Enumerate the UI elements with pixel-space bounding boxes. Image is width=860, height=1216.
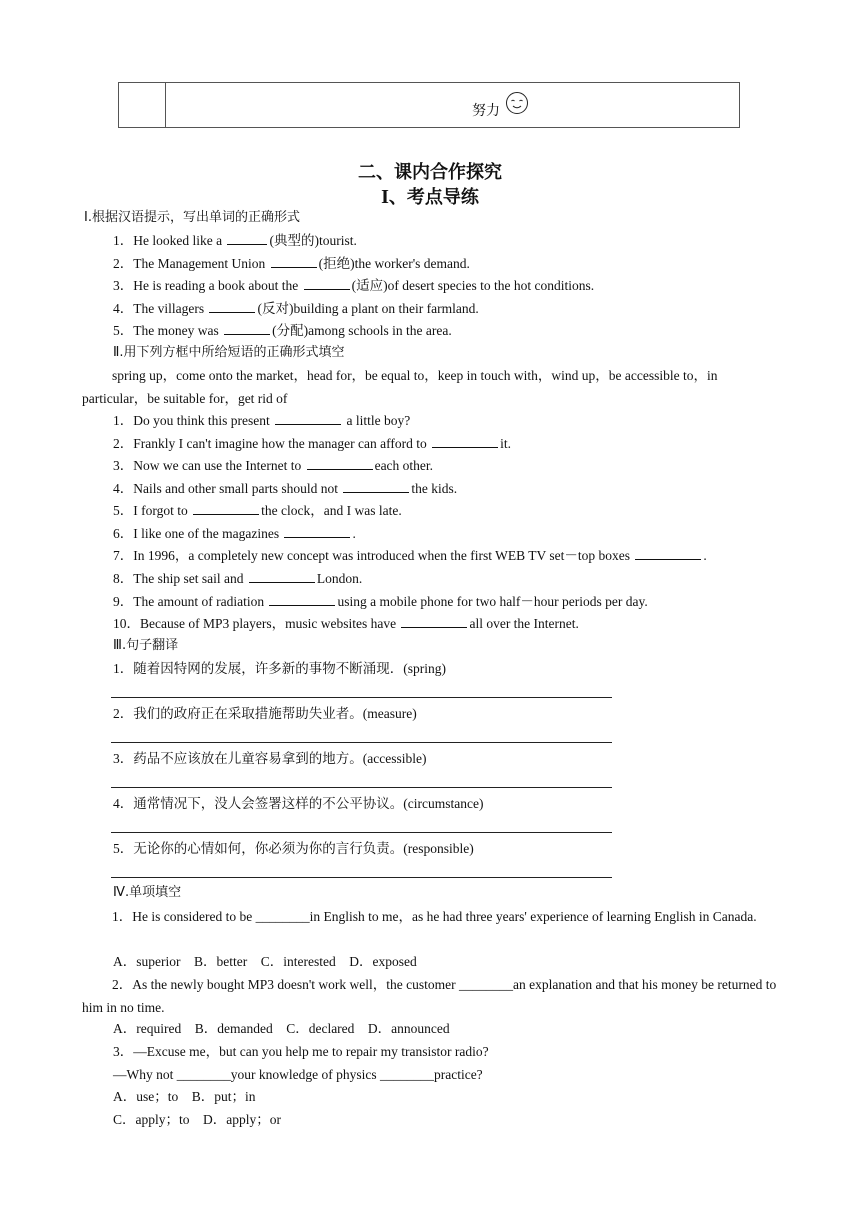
item-number: 3． xyxy=(113,458,134,473)
item-number: 1． xyxy=(113,413,134,428)
sec2-item: 1．Do you think this present a little boy? xyxy=(113,413,411,428)
sec2-item: 6．I like one of the magazines . xyxy=(113,526,356,541)
hint: (典型的) xyxy=(269,233,319,248)
sec2-item: 10．Because of MP3 players，music websites have all over the Internet. xyxy=(113,616,579,631)
sec2-title: Ⅱ.用下列方框中所给短语的正确形式填空 xyxy=(113,345,345,360)
hint: (拒绝) xyxy=(318,256,355,271)
answer-blank[interactable] xyxy=(209,300,255,313)
hint: (反对) xyxy=(257,301,294,316)
answer-blank[interactable] xyxy=(227,232,267,245)
sec2-item: 3．Now we can use the Internet to each other. xyxy=(113,458,434,473)
sec1-item: 5．The money was (分配)among schools in the area. xyxy=(113,323,452,338)
sec2-item: 2．Frankly I can't imagine how the manager can afford to it. xyxy=(113,436,511,451)
answer-blank[interactable] xyxy=(284,525,350,538)
sec2-item: 8．The ship set sail and London. xyxy=(113,571,363,586)
sec4-title: Ⅳ.单项填空 xyxy=(113,885,182,900)
sec1-item: 1．He looked like a (典型的)tourist. xyxy=(113,233,357,248)
table-cell-motto xyxy=(166,83,739,127)
answer-blank[interactable] xyxy=(271,255,317,268)
translation-item: 5．无论你的心情如何，你必须为你的言行负责。(responsible) xyxy=(113,841,474,856)
item-number: 9． xyxy=(113,594,134,609)
sec1-item: 4．The villagers (反对)building a plant on their farmland. xyxy=(113,301,479,316)
smiley-icon xyxy=(505,91,529,115)
sec2-item: 4．Nails and other small parts should not the kids. xyxy=(113,481,458,496)
table-cell-empty xyxy=(119,83,166,127)
answer-blank[interactable] xyxy=(343,480,409,493)
answer-blank[interactable] xyxy=(307,457,373,470)
hint: (适应) xyxy=(351,278,388,293)
answer-blank[interactable] xyxy=(304,277,350,290)
question-1: 1．He is considered to be ________in English to me，as he had three years' experience of learning English in Canada. xyxy=(112,909,757,924)
item-number: 2． xyxy=(113,436,134,451)
answer-blank[interactable] xyxy=(432,435,498,448)
item-number: 7． xyxy=(113,548,134,563)
answer-blank[interactable] xyxy=(224,322,270,335)
top-table xyxy=(118,82,740,128)
answer-blank[interactable] xyxy=(249,570,315,583)
translation-item: 1．随着因特网的发展，许多新的事物不断涌现．(spring) xyxy=(113,661,446,676)
item-number: 6． xyxy=(113,526,134,541)
answer-line[interactable] xyxy=(111,877,612,878)
hint: (分配) xyxy=(272,323,309,338)
translation-item: 3．药品不应该放在儿童容易拿到的地方。(accessible) xyxy=(113,751,427,766)
sec2-item: 7．In 1996，a completely new concept was introduced when the first WEB TV set－top boxes . xyxy=(113,548,707,563)
question-3-line1: 3．—Excuse me，but can you help me to repair my transistor radio? xyxy=(113,1044,489,1059)
answer-blank[interactable] xyxy=(193,502,259,515)
sec1-title: Ⅰ.根据汉语提示，写出单词的正确形式 xyxy=(84,210,300,225)
sec1-item: 3．He is reading a book about the (适应)of desert species to the hot conditions. xyxy=(113,278,595,293)
item-number: 2． xyxy=(113,256,134,271)
answer-line[interactable] xyxy=(111,787,612,788)
sec2-item: 5．I forgot to the clock，and I was late. xyxy=(113,503,402,518)
question-2-options: A．required B．demanded C．declared D．announced xyxy=(113,1021,450,1036)
translation-item: 2．我们的政府正在采取措施帮助失业者。(measure) xyxy=(113,706,417,721)
phrase-box: spring up，come onto the market，head for，be equal to，keep in touch with，wind up，be accessible to，in particular，be suitable for，get rid of xyxy=(82,368,718,406)
item-number: 1． xyxy=(113,233,134,248)
question-3-options2: C．apply；to D．apply；or xyxy=(113,1112,281,1127)
question-1-options: A．superior B．better C．interested D．exposed xyxy=(113,954,417,969)
answer-line[interactable] xyxy=(111,742,612,743)
answer-line[interactable] xyxy=(111,697,612,698)
item-number: 10． xyxy=(113,616,140,631)
item-number: 3． xyxy=(113,278,134,293)
answer-blank[interactable] xyxy=(401,615,467,628)
item-number: 4． xyxy=(113,481,134,496)
answer-blank[interactable] xyxy=(269,593,335,606)
item-number: 4． xyxy=(113,301,134,316)
question-3-options1: A．use；to B．put；in xyxy=(113,1089,256,1104)
answer-blank[interactable] xyxy=(275,412,341,425)
section-heading: 二、课内合作探究 xyxy=(358,162,502,183)
translation-item: 4．通常情况下，没人会签署这样的不公平协议。(circumstance) xyxy=(113,796,484,811)
sec3-title: Ⅲ.句子翻译 xyxy=(113,638,179,653)
subsection-heading: I、考点导练 xyxy=(381,186,479,208)
answer-line[interactable] xyxy=(111,832,612,833)
sec2-item: 9．The amount of radiation using a mobile phone for two half－hour periods per day. xyxy=(113,594,648,609)
item-number: 8． xyxy=(113,571,134,586)
item-number: 5． xyxy=(113,323,134,338)
question-2: 2．As the newly bought MP3 doesn't work well，the customer ________an explanation and that his money be returned to him in no time. xyxy=(82,977,777,1015)
sec1-item: 2．The Management Union (拒绝)the worker's demand. xyxy=(113,256,470,271)
item-number: 5． xyxy=(113,503,134,518)
motto-text: 努力 xyxy=(472,103,500,119)
answer-blank[interactable] xyxy=(635,547,701,560)
question-3-line2: —Why not ________your knowledge of physics ________practice? xyxy=(113,1067,483,1082)
